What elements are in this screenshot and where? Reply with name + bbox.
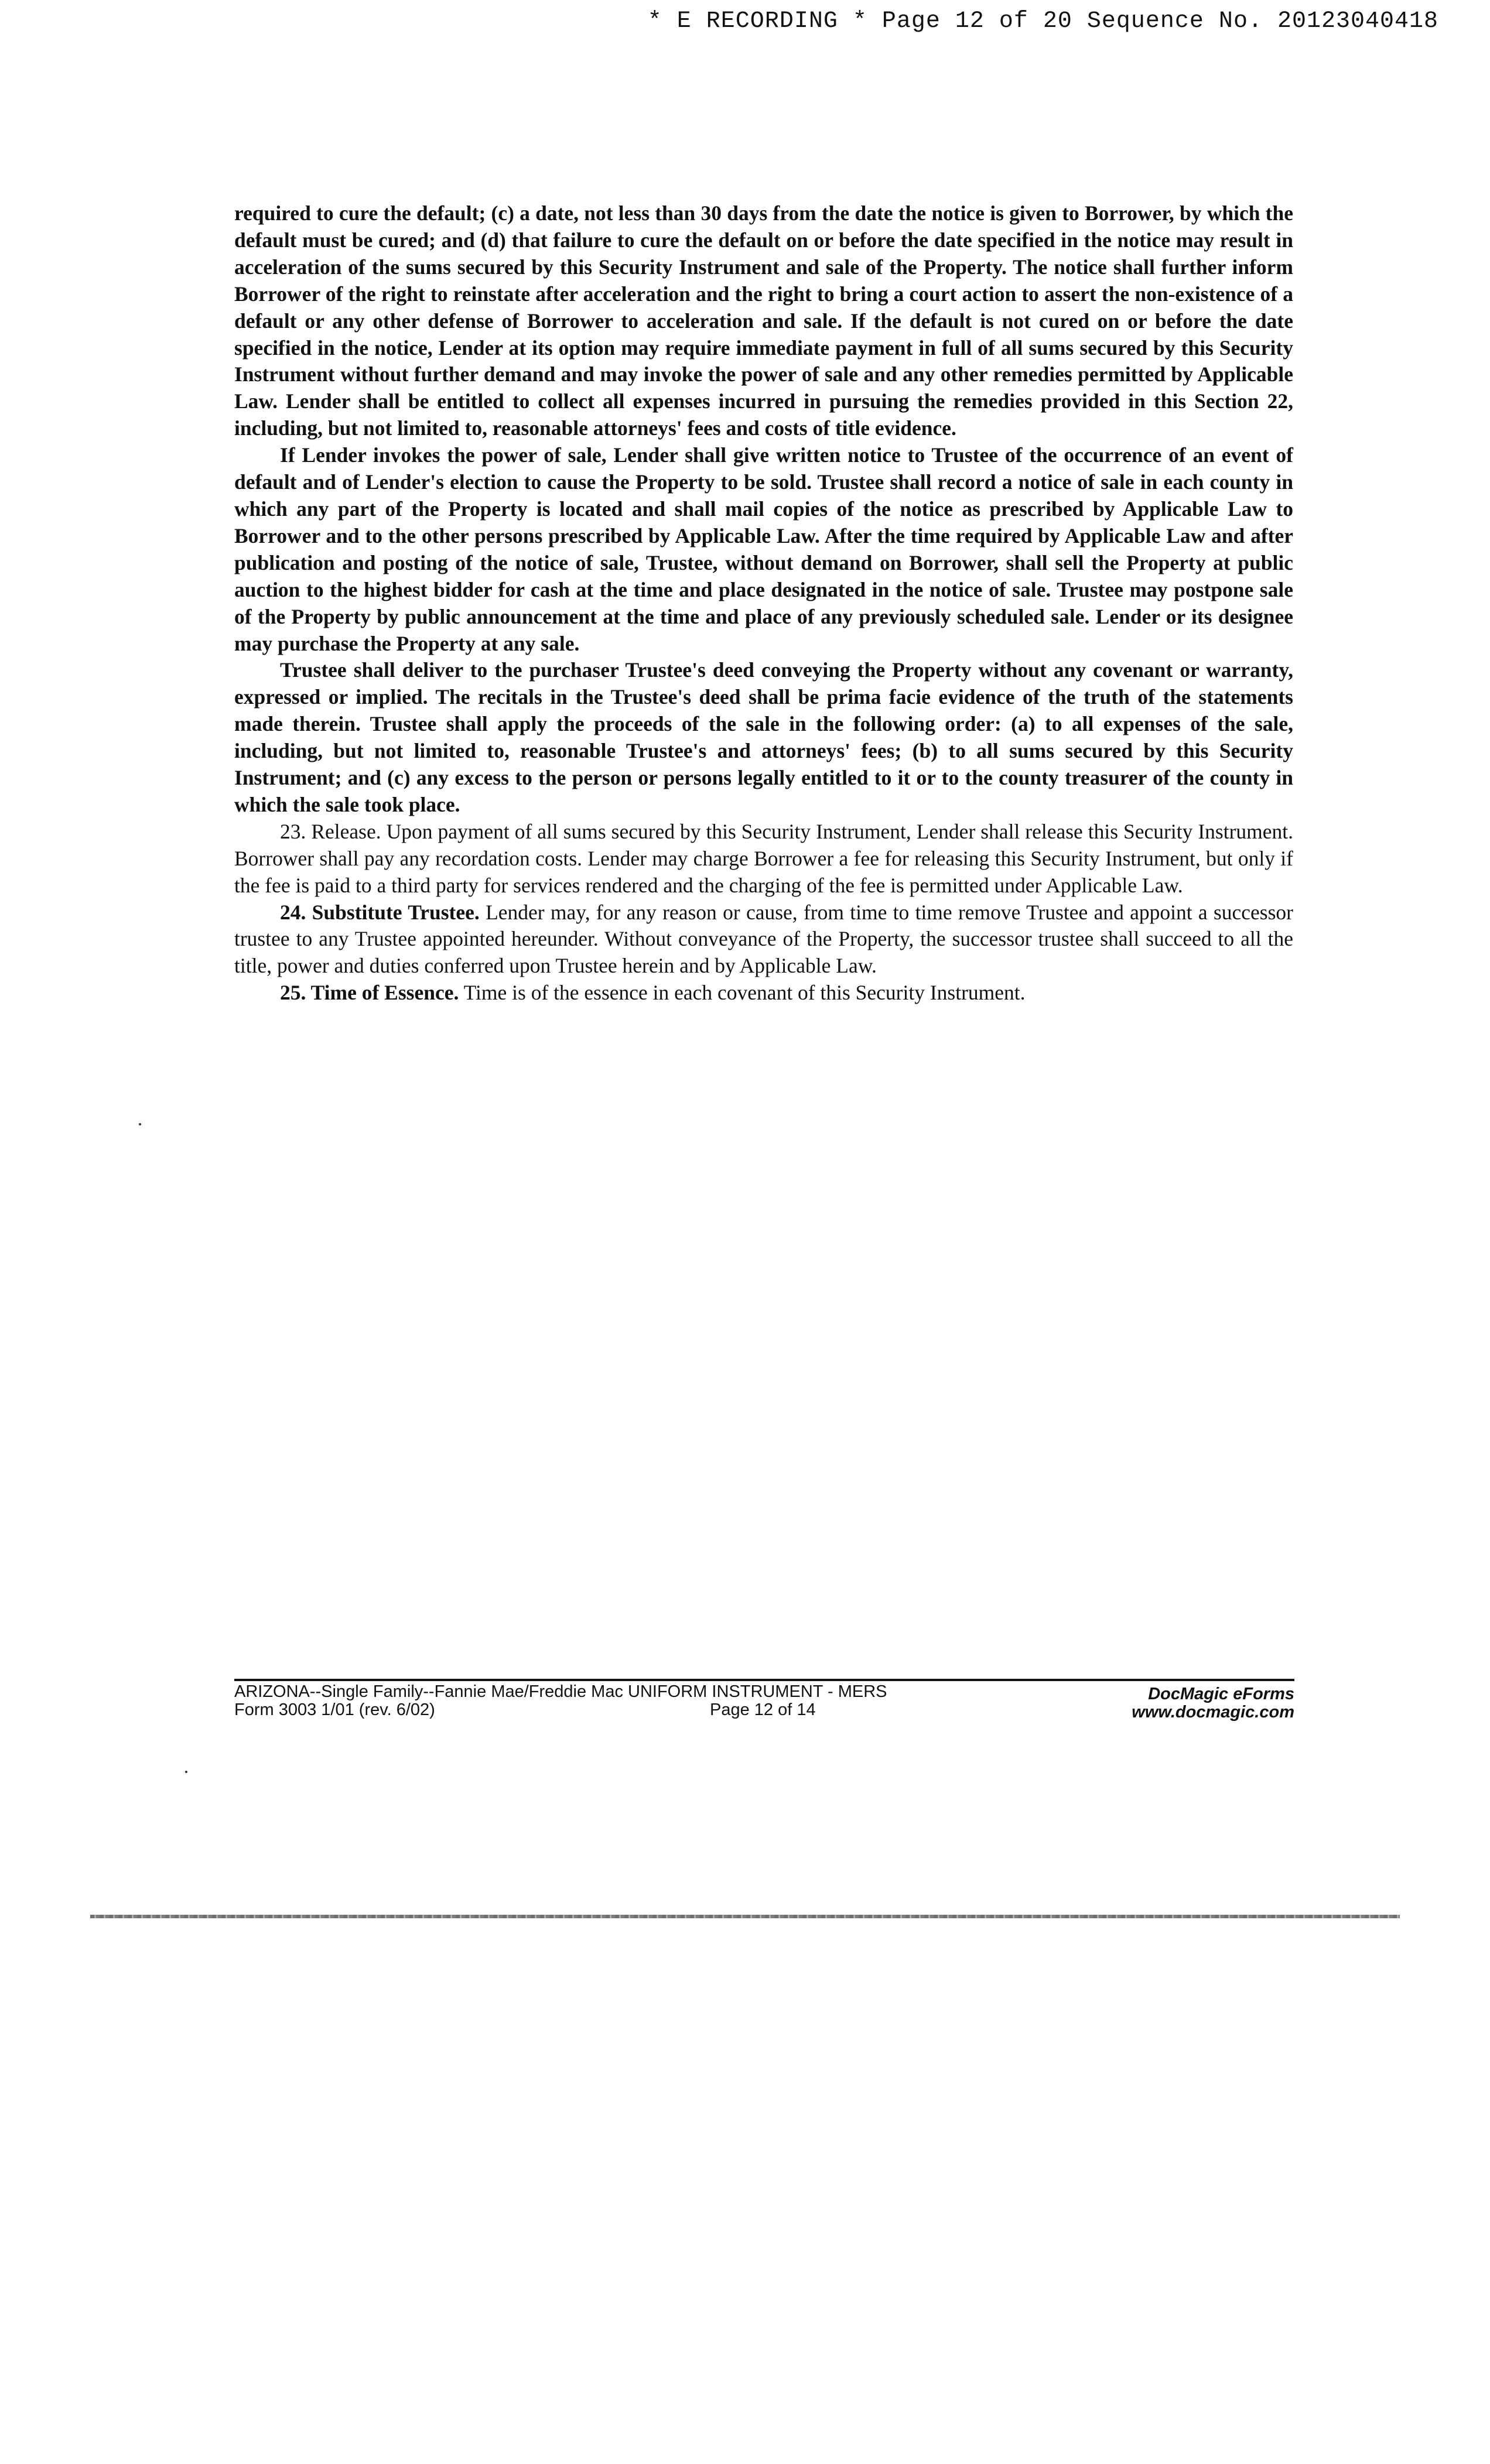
footer-vendor-name: DocMagic eForms [1148,1685,1294,1703]
footer-vendor-url: www.docmagic.com [1132,1703,1294,1722]
section-25-time-of-essence [234,980,1293,1007]
section-25-title: 25. Time of Essence. [280,981,459,1005]
footer-vendor [1132,1685,1294,1722]
scan-speck [139,1123,141,1125]
section-23-release [234,819,1293,899]
footer-page-number: Page 12 of 14 [710,1700,816,1719]
footer-form-title: ARIZONA--Single Family--Fannie Mae/Freddie Mac UNIFORM INSTRUMENT - MERS [234,1682,887,1701]
footer-form-number: Form 3003 1/01 (rev. 6/02) [234,1700,435,1719]
footer-rule [234,1679,1294,1681]
section-25-text: Time is of the essence in each covenant of this Security Instrument. [463,981,1026,1005]
document-body [234,200,1293,1007]
section-23-text: Upon payment of all sums secured by this Security Instrument, Lender shall release this Security Instrument. Borrower shall pay any recordation costs. Lender may charge Borrower a fee for releasing this Security Instrument, but only if the fee is paid to a third party for services rendered and the charging of the fee is permitted under Applicable Law. [234,819,1294,897]
section-24-title: 24. Substitute Trustee. [280,900,480,924]
paragraph-trustee-deed: Trustee shall deliver to the purchaser Trustee's deed conveying the Property without any covenant or warranty, expressed or implied. The recitals in the Trustee's deed shall be prima facie evidence of the truth of the statements made therein. Trustee shall apply the proceeds of the sale in the following order: (a) to all expenses of the sale, including, but not limited to, reasonable Trustee's and attorneys' fees; (b) to all sums secured by this Security Instrument; and (c) any excess to the person or persons legally entitled to it or to the county treasurer of the county in which the sale took place. [234,658,1293,816]
paragraph-power-of-sale: If Lender invokes the power of sale, Lender shall give written notice to Trustee of the occurrence of an event of default and of Lender's election to cause the Property to be sold. Trustee shall record a notice of sale in each county in which any part of the Property is located and shall mail copies of the notice as prescribed by Applicable Law to Borrower and to the other persons prescribed by Applicable Law. After the time required by Applicable Law and after publication and posting of the notice of sale, Trustee, without demand on Borrower, shall sell the Property at public auction to the highest bidder for cash at the time and place designated in the notice of sale. Trustee may postpone sale of the Property by public announcement at the time and place of any previously scheduled sale. Lender or its designee may purchase the Property at any sale. [234,443,1293,655]
section-23-title: 23. Release. [280,819,381,843]
paragraph-default-notice: required to cure the default; (c) a date, not less than 30 days from the date the notice is given to Borrower, by which the default must be cured; and (d) that failure to cure the default on or before the date specified in the notice may result in acceleration of the sums secured by this Security Instrument and sale of the Property. The notice shall further inform Borrower of the right to reinstate after acceleration and the right to bring a court action to assert the non-existence of a default or any other defense of Borrower to acceleration and sale. If the default is not cured on or before the date specified in the notice, Lender at its option may require immediate payment in full of all sums secured by this Security Instrument without further demand and may invoke the power of sale and any other remedies permitted by Applicable Law. Lender shall be entitled to collect all expenses incurred in pursuing the remedies provided in this Section 22, including, but not limited to, reasonable attorneys' fees and costs of title evidence. [234,201,1293,440]
scan-speck [185,1771,187,1773]
section-24-text: Lender may, for any reason or cause, from time to time remove Trustee and appoint a successor trustee to any Trustee appointed hereunder. Without conveyance of the Property, the successor trustee shall succeed to all the title, power and duties conferred upon Trustee herein and by Applicable Law. [234,900,1293,978]
scan-edge-line [90,1915,1400,1918]
recording-stamp: * E RECORDING * Page 12 of 20 Sequence No. 20123040418 [647,8,1438,35]
section-24-substitute-trustee [234,899,1293,980]
